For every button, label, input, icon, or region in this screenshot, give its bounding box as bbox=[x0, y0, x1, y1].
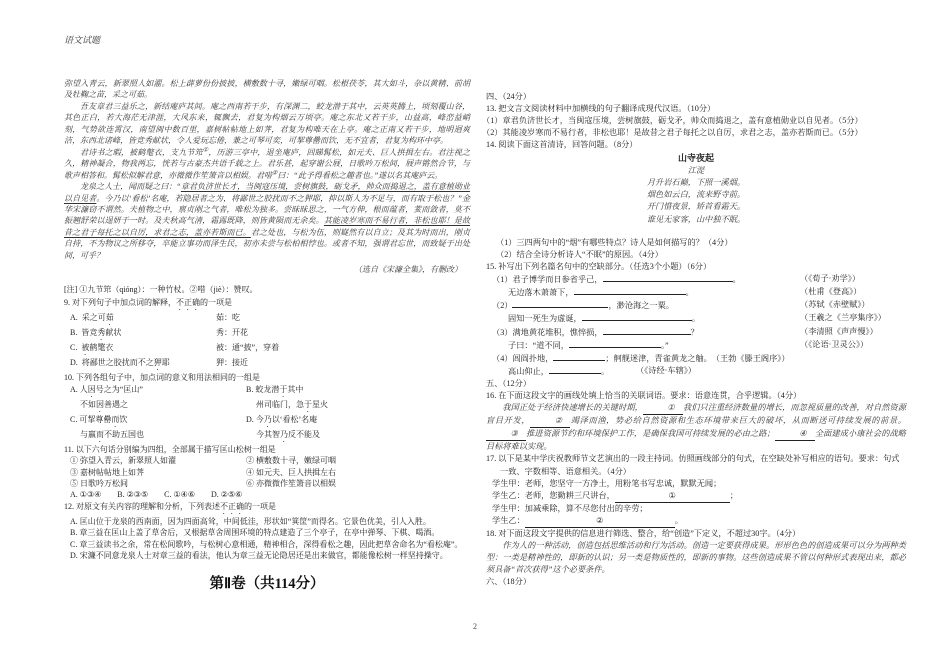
question-13 bbox=[482, 103, 906, 139]
passage-text: 曰：“此予得看松之趣者也。”遂以名其庵庐云。 bbox=[277, 170, 443, 180]
option-c bbox=[64, 342, 470, 357]
text: 州司临门，急 bbox=[256, 399, 304, 409]
section-2-title: 第Ⅱ卷（共114分） bbox=[209, 575, 325, 592]
sentence-2 bbox=[246, 399, 470, 414]
attribution: （王勃《滕王阁序》） bbox=[715, 353, 790, 363]
poem bbox=[486, 152, 906, 225]
answer-blank bbox=[603, 273, 733, 282]
fill-line-8 bbox=[486, 365, 906, 378]
answer-b: B. ②③⑤ bbox=[117, 490, 149, 500]
dotted-word: 狎 bbox=[153, 358, 162, 368]
text: （4）闾阎扑地， bbox=[492, 353, 554, 363]
connector-blank-4: ④ bbox=[775, 428, 815, 441]
dotted-word: 因 bbox=[96, 399, 104, 409]
text: ？ bbox=[690, 327, 699, 337]
question-9 bbox=[64, 297, 470, 372]
stem-text: 的一项是 bbox=[244, 501, 276, 511]
answer-blank bbox=[549, 365, 601, 374]
option-text bbox=[70, 357, 216, 372]
option-label: C. bbox=[70, 343, 78, 353]
connector-blank-2: ② bbox=[530, 415, 570, 428]
fill-line-2 bbox=[486, 286, 906, 299]
page-number: 2 bbox=[473, 622, 477, 631]
fill-line-4 bbox=[486, 312, 906, 325]
question-11 bbox=[64, 444, 470, 501]
answer-blank bbox=[603, 326, 691, 335]
item-3: ③ 嘉树帖帖地上如荠 bbox=[70, 467, 144, 477]
attribution: （《荀子·劝学》） bbox=[800, 274, 861, 284]
option-pre: 采之可 bbox=[81, 313, 106, 323]
dotted-word: 茹 bbox=[105, 313, 114, 323]
text: 全面建成小康社会的战略目标将难以实现。 bbox=[486, 429, 906, 452]
question-10-options bbox=[64, 384, 470, 444]
dotted-word: 而 bbox=[111, 414, 120, 424]
gloss-text: 狎：接近 bbox=[216, 358, 248, 368]
gloss-text: 被：通“披”，穿着 bbox=[216, 343, 280, 353]
sentence-2 bbox=[246, 429, 470, 444]
answer-blank bbox=[512, 299, 608, 308]
attribution: （李清照《声声慢》） bbox=[800, 326, 878, 336]
dotted-word: 被 bbox=[81, 343, 90, 353]
question-12 bbox=[64, 501, 470, 562]
option-post: 耶 bbox=[161, 358, 170, 368]
option-b bbox=[64, 327, 470, 342]
option-c bbox=[70, 414, 246, 444]
text: 无边落木萧萧下， bbox=[508, 288, 574, 298]
question-9-stem bbox=[64, 297, 470, 312]
text: 今其智 bbox=[256, 429, 280, 439]
text: 号之为“匡山” bbox=[95, 384, 143, 394]
item-4: ④ 如元夫、巨人拱揖左右 bbox=[246, 467, 336, 477]
text: 学生乙：老师，您勤耕三尺讲台， bbox=[492, 490, 615, 500]
text: 其中 bbox=[287, 384, 304, 394]
left-column bbox=[64, 78, 470, 590]
stem-text: 的一项是 bbox=[200, 298, 232, 308]
option-label: C. bbox=[70, 414, 78, 424]
question-10 bbox=[64, 372, 470, 443]
passage-text: 龙泉之人士，闻而疑之曰：“ bbox=[80, 182, 181, 192]
answer-a: A. ①③④ bbox=[70, 490, 102, 500]
attribution: （苏轼《赤壁赋》） bbox=[800, 300, 870, 310]
poem-author: 江湜 bbox=[687, 165, 705, 175]
translate-sentence-1: （1）章君负济世长才，当闽寇压境，尝树旗鼓，砺戈矛，帅众而捣退之，盖有意植勋业以自见者。（5分） bbox=[482, 116, 863, 126]
section-6-header: 六、（18分） bbox=[486, 577, 532, 587]
page-header-label: 语文试题 bbox=[64, 35, 101, 45]
fill-line-5 bbox=[486, 326, 906, 339]
text: 与嬴 bbox=[80, 429, 96, 439]
option-pre: 皆竞 bbox=[81, 328, 98, 338]
text: 高山仰止， bbox=[508, 366, 549, 376]
poem-line-1: 月升岩石巅，下照一溪烟。 bbox=[646, 177, 746, 187]
dotted-word: 因 bbox=[87, 384, 96, 394]
question-18-body: 作为人的一种活动，创造包括思维活动和行为活动。创造一定要获得成果。形形色色的创造成果可以分为两种类型：一类是精神性的，即新的认识；另一类是物质性的，即新的事物。这些创造成果不管以何种形式表现出来，都必须具备“首次获得”这个必要条件。 bbox=[486, 541, 906, 575]
attribution: （王羲之《兰亭集序》） bbox=[800, 313, 886, 323]
option-a bbox=[64, 312, 470, 327]
underlined-sentence-1: 章君负济世长才，当闽寇压境，尝树旗鼓，砺戈矛，帅众而捣退之，盖有意植勋业以自见者 bbox=[64, 182, 471, 203]
answer-c: C. ①④⑥ bbox=[164, 490, 196, 500]
passage-note: [注] ①九节筇（qióng）：一种竹杖。②唶（jiè）：赞叹。 bbox=[64, 284, 258, 294]
sentence-blank-2: ② bbox=[525, 515, 675, 528]
question-11-answers bbox=[64, 489, 470, 500]
question-14 bbox=[486, 139, 906, 261]
text: 可挈尊罍 bbox=[79, 414, 112, 424]
question-14-sub-1: （1）三四两句中的“烟”有哪些特点？诗人是如何描写的？（4分） bbox=[496, 237, 733, 247]
underlined-sentence-2: 其能凌岁寒而不易行者，非松也耶！是故昔之君子每托之以自厉，求君之志，盖亦若斯而已。 bbox=[64, 216, 471, 237]
passage-paragraph-3 bbox=[64, 147, 470, 181]
passage-text: 君诗书之暇，被鹤氅衣，支九节筇 bbox=[80, 147, 203, 157]
stem-text: 9. 对下列句子中加点词的解释， bbox=[64, 298, 176, 308]
answer-blank bbox=[569, 339, 661, 348]
dotted-word: 乃 bbox=[263, 414, 272, 424]
emphasized-text: 不正确 bbox=[220, 501, 244, 511]
connector-blank-1: ① bbox=[643, 402, 683, 415]
section-4-header: 四、（24分） bbox=[486, 92, 532, 101]
text: 。 bbox=[732, 275, 741, 285]
option-post: 献状 bbox=[105, 328, 122, 338]
note-ref-1: ① bbox=[202, 147, 209, 154]
text: 以‘看松’名庵 bbox=[271, 414, 318, 424]
sentence-1 bbox=[70, 384, 246, 399]
poem-title: 山寺夜起 bbox=[677, 153, 714, 164]
poem-line-4: 谁见无家客，山中独不眠。 bbox=[646, 214, 746, 224]
sentence-2 bbox=[70, 429, 246, 444]
text: 。 bbox=[691, 314, 700, 324]
dotted-word: 于 bbox=[304, 399, 312, 409]
question-16-body bbox=[486, 402, 906, 453]
question-11-items bbox=[64, 455, 470, 489]
poem-line-3: 开门惜夜景，矫首看霜天。 bbox=[646, 202, 746, 212]
answer-blank bbox=[574, 286, 686, 295]
dialogue-line-4 bbox=[486, 515, 906, 528]
text: 。” bbox=[660, 340, 669, 350]
emphasized-text: 不正确 bbox=[176, 298, 200, 308]
dialogue-line-1: 学生甲：老师，您坚守一方净土，用粉笔书写忠诚，默默无闻； bbox=[492, 478, 722, 488]
question-14-sub-2: （2）结合全诗分析诗人“不眠”的原因。（4分） bbox=[496, 249, 663, 259]
right-column bbox=[482, 91, 906, 588]
text: 善遇之 bbox=[104, 399, 128, 409]
option-b bbox=[246, 384, 470, 414]
text: 蛟龙潜 bbox=[255, 384, 280, 394]
option-label: B. bbox=[70, 328, 78, 338]
option-label: A. bbox=[70, 313, 78, 323]
option-label: D. bbox=[70, 358, 78, 368]
fill-line-7 bbox=[486, 352, 906, 365]
dotted-word: 秀 bbox=[97, 328, 106, 338]
attribution: （《论语·卫灵公》） bbox=[800, 339, 869, 349]
text: 人 bbox=[79, 384, 88, 394]
passage-text: 。今乃以‘看松’名庵，若隐居者之为，将鄙世之胶扰而不之狎耶，抑以斯人为不足与，而有取于松也？”金华宋濂窃不谓然。夫植物之中，禀贞刚之气者，唯松为独多。尝昧昧思之，一气方伸，根而蕴者，荄而敛者，莫不振翘舒荣以逞妍于一时。及夫秋高气清，霜露既降，则皆黄陨而无余矣。 bbox=[64, 193, 471, 226]
text: 推进资源节约和环境保护工作，是确保我国可持续发展的必由之路； bbox=[526, 429, 775, 439]
sentence-2 bbox=[70, 399, 246, 414]
question-16 bbox=[486, 390, 906, 453]
sentence-1 bbox=[246, 384, 470, 399]
item-5: ⑤ 日歌吟万松间 bbox=[70, 478, 128, 488]
option-text bbox=[70, 312, 216, 327]
question-12-stem bbox=[64, 501, 470, 516]
question-17 bbox=[486, 453, 906, 528]
option-label: D. bbox=[246, 414, 254, 424]
text: （2） bbox=[492, 301, 513, 311]
text: ，渺沧海之一粟。 bbox=[608, 301, 674, 311]
section-5-header: 五、（12分） bbox=[486, 378, 532, 388]
text: ；舸舰迷津，青雀黄龙之舳。 bbox=[605, 353, 712, 363]
text: 不如 bbox=[80, 399, 96, 409]
sentence-1 bbox=[70, 414, 246, 429]
dialogue-line-2 bbox=[486, 490, 906, 503]
option-c: C. 章三益读书之余，常在松间歌吟，与松树心意相通，精神相合，深得看松之趣，因此把草舍命名为“看松庵”。 bbox=[70, 539, 463, 549]
passage-text: ，历游三亭中，退坐庵庐，回睇髯松，如元夫、巨人拱揖左右。君注视之久，精神凝合，物我两忘，恍若与古豪杰共语千载之上。君乐甚，起穿谢公屐，日歌吟万松间，屐声锵然合节，与歌声相答和。髯松似解君意，亦微微作笙箫音以相娱。君唶 bbox=[64, 147, 470, 180]
dotted-word: 于 bbox=[279, 384, 288, 394]
option-pre: 将鄙世之胶扰而不之 bbox=[81, 358, 154, 368]
question-14-stem: 14. 阅读下面这首清诗，回答问题。（8分） bbox=[486, 140, 638, 150]
fill-line-1 bbox=[486, 273, 906, 286]
option-post: 鹤氅衣 bbox=[89, 343, 114, 353]
sentence-blank-1: ① bbox=[615, 490, 730, 503]
text: 学生乙： bbox=[492, 515, 525, 525]
passage-text: 君之处也，与松为伍，则嶷然有以自立；及其为时而出，刚贞自持，不为物议之所移夺，卒能立事功而泽生民，初亦未尝与松柏相悖也。或者不知，强谓君忘世，而致疑于出处间，可乎？ bbox=[64, 227, 471, 260]
answer-blank bbox=[553, 352, 605, 361]
sentence-1 bbox=[246, 414, 470, 429]
option-b: B. 章三益在匡山上盖了草舍后，又根据草舍周围环境的特点建造了三个亭子，在亭中弹琴、下棋、喝酒。 bbox=[70, 528, 440, 538]
option-label: B. bbox=[246, 384, 254, 394]
attribution: （杜甫《登高》） bbox=[800, 287, 862, 297]
text: 反不能及 bbox=[288, 429, 320, 439]
text: 我国正处于经济快速增长的关键时期， bbox=[502, 403, 643, 413]
option-a bbox=[70, 384, 246, 414]
question-11-stem: 11. 以下六句话分别编为四组，全部属于描写匡山松树一组是 bbox=[64, 444, 276, 454]
passage-paragraph-4 bbox=[64, 181, 470, 261]
question-13-stem: 13. 把文言文阅读材料中加横线的句子翻译成现代汉语。（10分） bbox=[486, 104, 716, 114]
connector-blank-3: ③ bbox=[486, 428, 526, 441]
text: 固知一死生为虚诞， bbox=[508, 314, 582, 324]
option-d bbox=[246, 414, 470, 444]
text: 饮 bbox=[119, 414, 128, 424]
gloss-text: 秀：开花 bbox=[216, 328, 248, 338]
option-a: A. 匡山位于龙泉的西南面，因为四面高耸，中间低洼，形状如“箕筐”而得名。它景色优美，引人入胜。 bbox=[70, 516, 431, 526]
text: 不助五国也 bbox=[104, 429, 144, 439]
text: （3）满地黄花堆积，憔悴损， bbox=[492, 327, 603, 337]
dotted-word: 乃 bbox=[280, 429, 288, 439]
option-d bbox=[64, 357, 470, 372]
option-text bbox=[70, 342, 216, 357]
text: 竭泽而渔，势必给自然资源和生态环境带来巨大的破坏，从而断送可持续发展的前景。 bbox=[570, 416, 906, 426]
text: 。 bbox=[674, 515, 683, 525]
dotted-word: 而 bbox=[96, 429, 104, 439]
answer-blank bbox=[582, 312, 692, 321]
fill-line-3 bbox=[486, 299, 906, 312]
item-6: ⑥ 亦微微作笙箫音以相娱 bbox=[246, 478, 336, 488]
item-1: ① 弥望入青云，新翠照人如濯 bbox=[70, 456, 176, 466]
text: 子曰：“道不同， bbox=[508, 340, 569, 350]
gloss-text: 茹：吃 bbox=[216, 313, 240, 323]
text: （1）君子博学而日参省乎己， bbox=[492, 275, 603, 285]
question-15-lines bbox=[486, 273, 906, 378]
note-ref-2: ② bbox=[272, 169, 278, 176]
question-18-stem: 18. 对下面这段文字提供的信息进行筛选、整合，给“创造”下定义，不超过30字。（4分） bbox=[486, 529, 801, 538]
dialogue-line-3: 学生甲：加减乘除，算不尽您付出的辛劳； bbox=[492, 503, 648, 513]
fill-line-6 bbox=[486, 339, 906, 352]
question-15 bbox=[486, 261, 906, 378]
translate-sentence-2: （2）其能凌岁寒而不易行者，非松也耶！是故昔之君子每托之以自厉，求君之志，盖亦若斯而已。（5分） bbox=[482, 128, 863, 138]
option-d: D. 宋濂不同意龙泉人士对章三益的看法，他认为章三益无论隐居还是出来做官，都能像松树一样坚持操守。 bbox=[70, 551, 448, 561]
question-16-stem: 16. 在下面这段文字的画线处填上恰当的关联词语。要求：语意连贯，合乎逻辑。（4分） bbox=[486, 390, 802, 400]
attribution: （《诗经·车辖》） bbox=[636, 365, 697, 375]
item-2: ② 横敷数十寻，嫩绿可咽 bbox=[246, 456, 336, 466]
text: 今 bbox=[255, 414, 264, 424]
option-text bbox=[70, 327, 216, 342]
poem-line-2: 烟色如云白，流来野寺前。 bbox=[646, 189, 746, 199]
answer-d: D. ②⑤⑥ bbox=[211, 490, 243, 500]
question-17-stem: 17. 以下是某中学庆祝教师节文艺演出的一段主持词。仿照画线部分的句式，在空缺处补写相应的语句。要求：句式一致、字数相等、语意相关。（4分） bbox=[486, 454, 900, 476]
text: 。 bbox=[685, 288, 694, 298]
passage-source: （选自《宋濂全集》，有删改） bbox=[354, 265, 462, 275]
question-10-stem: 10. 下列各组句子中，加点词的意义和用法相同的一组是 bbox=[64, 373, 260, 383]
question-15-stem: 15. 补写出下列名篇名句中的空缺部分。（任选3个小题）（6分） bbox=[486, 262, 712, 272]
text: 。 bbox=[600, 366, 610, 376]
passage-paragraph-1: 弥望入青云，新翠照人如濯。松上薜萝份份披披，横敷数十寻，嫩绿可咽。松根茯苓，其大如斗，杂以黄精、前胡及牡鞠之苗，采之可茹。 bbox=[64, 79, 470, 100]
text: 我们只注重经济数量的增长，而忽视质量的改善，对自然资源盲目开发， bbox=[486, 403, 906, 426]
passage-paragraph-2: 吾友章君三益乐之，新结庵庐其间。庵之西南若干步，有深渊二，蛟龙潜于其中，云英英腾上，顷刻覆山谷，其色正白，若大海茫无津涯，大风东来，辄飘去，君复为构烟云万顷亭。庵之东北又若干步，山益高，峰峦益峭刻，气势欲连霄汉，南望闽中数百里，嘉树帖帖地上如荠，君复为构唯天在上亭。庵之正南又若干步，地明迥爽洁，东西北诸峰，皆竞秀献状，令人爱玩忘倦，兼之可琴可奕，可挈尊罍而饮，无不宜者，君复为构环中亭。 bbox=[64, 101, 470, 146]
option-label: A. bbox=[70, 384, 78, 394]
stem-text: 12. 对原文有关内容的理解和分析，下列表述 bbox=[64, 501, 220, 511]
question-18 bbox=[486, 528, 906, 576]
text: ； bbox=[729, 490, 739, 500]
text: 星火 bbox=[312, 399, 328, 409]
